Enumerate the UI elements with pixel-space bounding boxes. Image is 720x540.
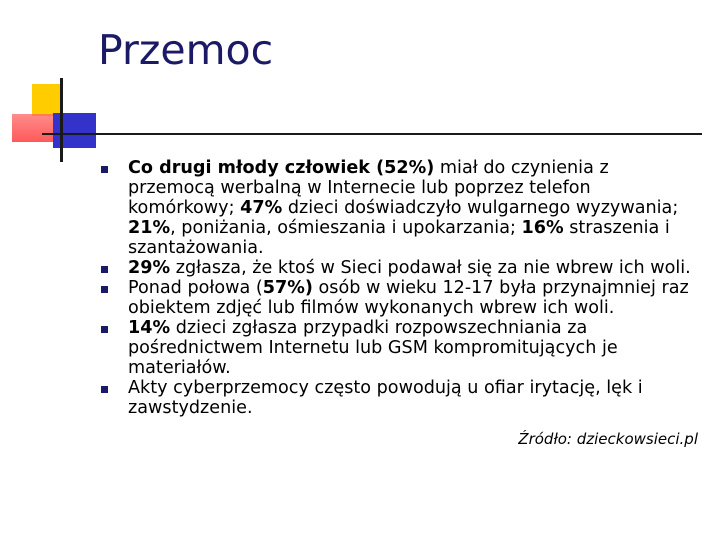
slide-title: Przemoc — [98, 26, 274, 74]
bullet-item — [98, 318, 698, 378]
bullet-text: dzieci zgłasza przypadki rozpowszechniania za pośrednictwem Internetu lub GSM kompromitujących je materiałów. — [128, 318, 618, 378]
bullet-highlight-text: 47% — [240, 198, 283, 218]
bullet-square-icon — [101, 166, 108, 173]
bullet-square-icon — [101, 326, 108, 333]
bullet-highlight-text: 16% — [521, 218, 564, 238]
decor-yellow-square — [32, 84, 62, 116]
bullet-highlight-text: 21% — [128, 218, 171, 238]
bullet-text: straszenia i szantażowania. — [128, 218, 670, 258]
bullet-text: Ponad połowa ( — [128, 278, 263, 298]
bullet-text: osób w wieku 12-17 była przynajmniej raz obiektem zdjęć lub filmów wykonanych wbrew ich woli. — [128, 278, 689, 318]
bullet-text: miał do czynienia z przemocą werbalną w Internecie lub poprzez telefon komórkowy; — [128, 158, 609, 218]
bullet-highlight-text: 14% — [128, 318, 171, 338]
title-underline — [42, 133, 702, 135]
bullet-text: dzieci doświadczyło wulgarnego wyzywania; — [282, 198, 679, 218]
bullet-square-icon — [101, 286, 108, 293]
bullet-item — [98, 258, 698, 278]
bullet-item — [98, 278, 698, 318]
bullet-item — [98, 378, 698, 418]
decor-red-square — [12, 114, 54, 142]
bullet-text: Akty cyberprzemocy często powodują u ofiar irytację, lęk i zawstydzenie. — [128, 378, 643, 418]
bullet-highlight-text: Co drugi młody człowiek (52%) — [128, 158, 435, 178]
bullet-square-icon — [101, 386, 108, 393]
bullet-highlight-text: 57%) — [262, 278, 313, 298]
bullet-item — [98, 158, 698, 258]
decor-vertical-line — [60, 78, 63, 162]
bullet-square-icon — [101, 266, 108, 273]
bullet-text: , poniżania, ośmieszania i upokarzania; — [170, 218, 522, 238]
bullet-list — [98, 158, 698, 418]
bullet-highlight-text: 29% — [128, 258, 171, 278]
bullet-text: zgłasza, że ktoś w Sieci podawał się za nie wbrew ich woli. — [170, 258, 691, 278]
source-caption: Źródło: dzieckowsieci.pl — [518, 430, 698, 448]
